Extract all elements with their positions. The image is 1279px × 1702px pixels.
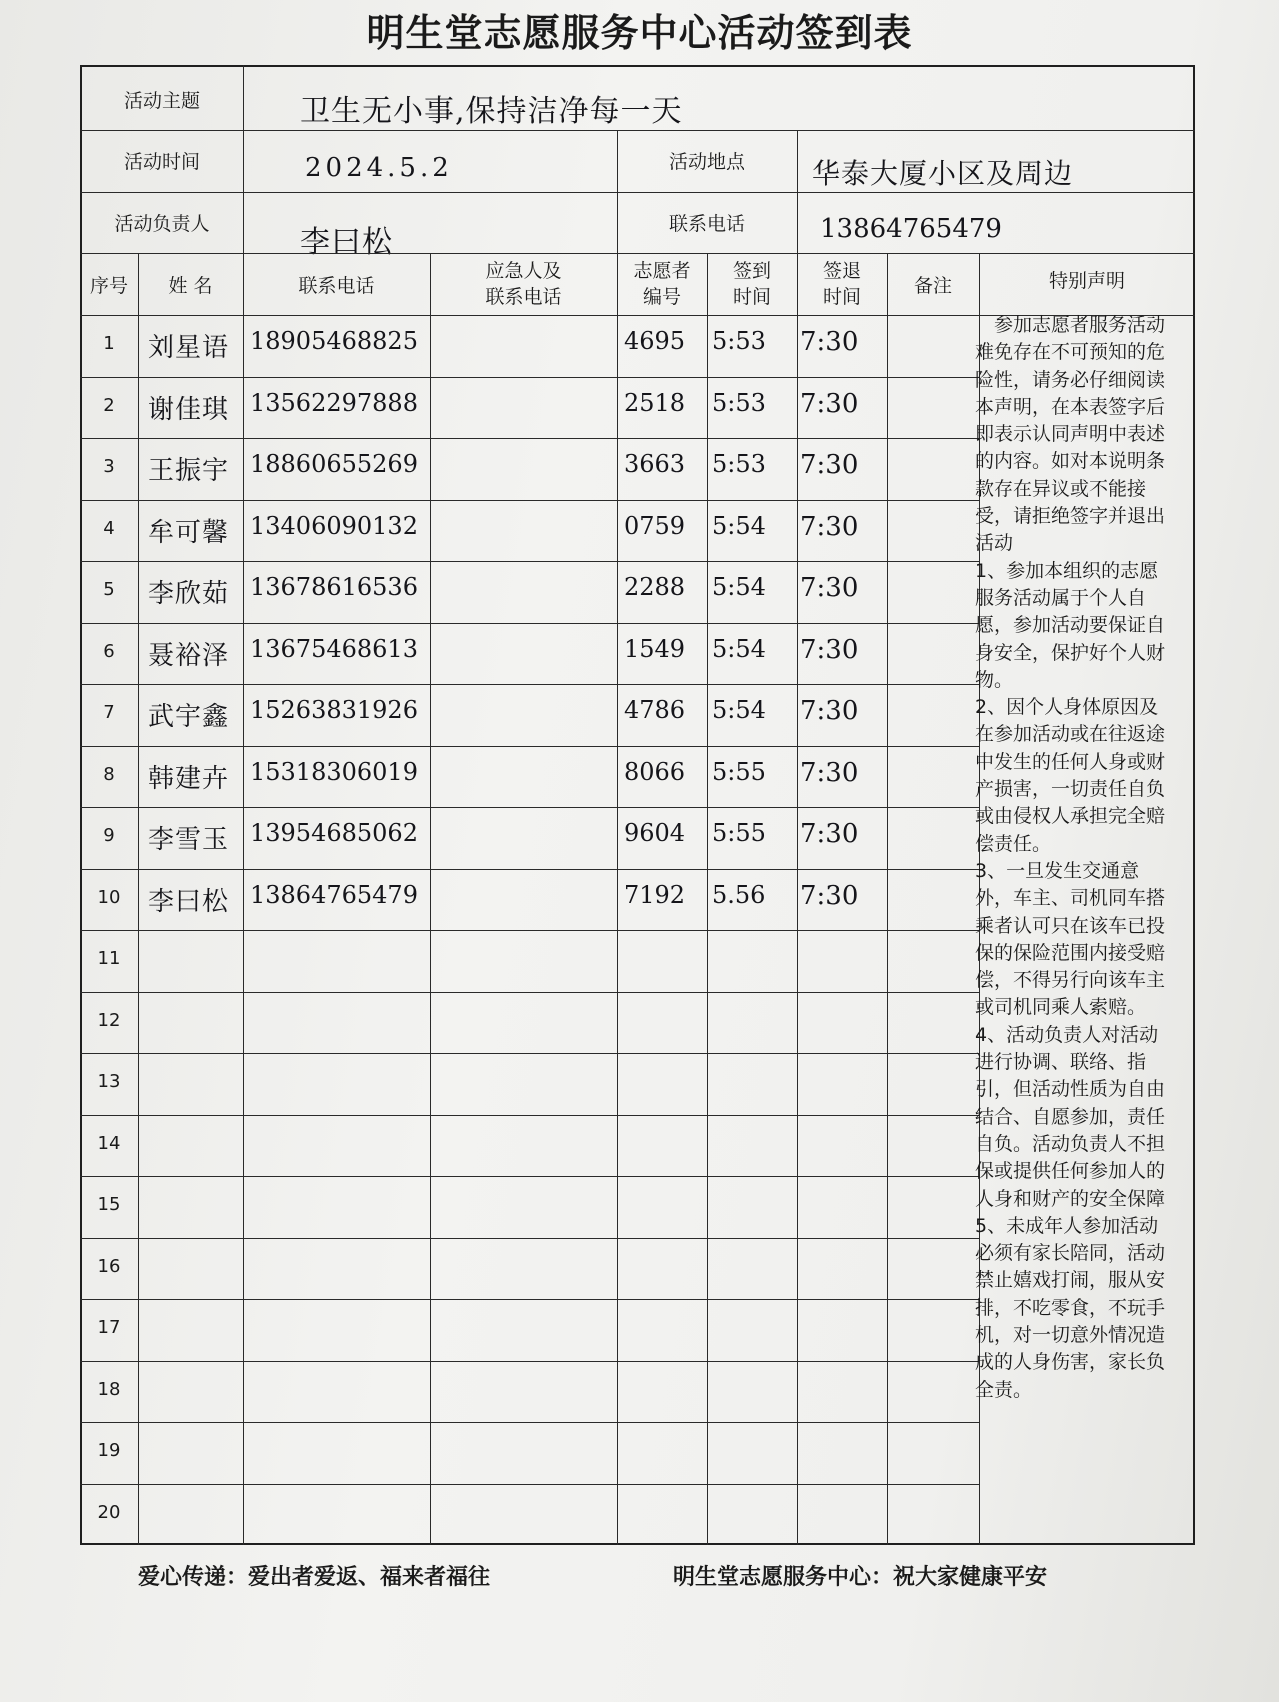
col-header-emergency: 应急人及 联系电话 — [485, 260, 562, 308]
row-number: 9 — [103, 825, 115, 846]
row-number: 8 — [103, 763, 115, 785]
row-number: 3 — [103, 456, 115, 477]
leader-label: 活动负责人 — [114, 213, 210, 235]
leader-value: 李曰松 — [300, 225, 393, 260]
statement-paragraph: 2、因个人身体原因及在参加活动或在往返途中发生的任何人身或财产损害，一切责任自负或由侵权人承担完全赔偿责任。 — [975, 696, 1166, 855]
sign-out-time: 7:30 — [800, 819, 859, 849]
volunteer-id: 8066 — [624, 757, 686, 786]
volunteer-id: 7192 — [624, 880, 686, 909]
grid-line — [80, 1422, 979, 1423]
volunteer-phone: 18860655269 — [250, 450, 418, 478]
grid-line — [430, 253, 431, 1545]
statement-paragraph: 3、一旦发生交通意外，车主、司机同车搭乘者认可只在该车已投保的保险范围内接受赔偿，不得另行向该车主或司机同乘人索赔。 — [975, 859, 1166, 1019]
grid-line — [617, 130, 618, 1545]
grid-line — [887, 253, 888, 1545]
volunteer-id: 2518 — [624, 388, 686, 417]
volunteer-phone: 13675468613 — [250, 634, 418, 663]
grid-line — [80, 807, 979, 808]
row-number: 10 — [97, 886, 121, 908]
page-title: 明生堂志愿服务中心活动签到表 — [366, 11, 913, 55]
sign-out-time: 7:30 — [800, 511, 859, 542]
volunteer-id: 3663 — [624, 450, 686, 478]
grid-line — [80, 253, 1195, 254]
row-number: 11 — [97, 948, 121, 969]
special-statement — [975, 312, 1175, 1404]
volunteer-phone: 13562297888 — [250, 388, 418, 417]
topic-label: 活动主题 — [123, 90, 200, 112]
col-header-sign-in: 签到 时间 — [732, 260, 771, 308]
sign-in-time: 5:54 — [712, 573, 766, 601]
sign-out-time: 7:30 — [800, 757, 859, 788]
volunteer-id: 0759 — [624, 511, 686, 540]
sign-in-time: 5:54 — [712, 696, 766, 724]
sign-out-time: 7:30 — [800, 634, 859, 665]
volunteer-name: 王振宇 — [148, 456, 230, 486]
place-value: 华泰大厦小区及周边 — [812, 157, 1074, 190]
grid-line — [80, 500, 979, 501]
grid-line — [80, 1053, 979, 1054]
volunteer-name: 李曰松 — [148, 886, 230, 917]
col-header-name: 姓 名 — [168, 275, 213, 297]
grid-line — [80, 1484, 979, 1485]
volunteer-phone: 13678616536 — [250, 573, 418, 601]
row-number: 19 — [97, 1440, 121, 1461]
grid-line — [80, 1361, 979, 1362]
col-header-sign-out: 签退 时间 — [822, 260, 861, 308]
row-number: 7 — [103, 702, 115, 723]
grid-line — [80, 192, 1195, 193]
sign-out-time: 7:30 — [800, 573, 859, 603]
volunteer-name: 李欣茹 — [148, 579, 230, 609]
row-number: 1 — [103, 333, 115, 354]
grid-line — [80, 377, 979, 378]
row-number: 4 — [103, 517, 115, 539]
volunteer-phone: 15263831926 — [250, 696, 418, 724]
grid-line — [797, 130, 798, 1545]
volunteer-name: 谢佳琪 — [148, 394, 230, 425]
volunteer-id: 4695 — [624, 327, 686, 355]
row-number: 20 — [97, 1501, 121, 1523]
volunteer-phone: 15318306019 — [250, 757, 418, 786]
sign-in-time: 5:54 — [712, 511, 766, 540]
sign-in-time: 5:55 — [712, 819, 766, 847]
row-number: 13 — [97, 1071, 121, 1092]
row-number: 15 — [97, 1194, 121, 1215]
statement-paragraph: 1、参加本组织的志愿服务活动属于个人自愿，参加活动要保证自身安全，保护好个人财物。 — [975, 559, 1166, 691]
contact-value: 13864765479 — [820, 214, 1002, 244]
sign-out-time: 7:30 — [800, 696, 859, 726]
row-number: 16 — [97, 1255, 121, 1277]
volunteer-name: 刘星语 — [148, 333, 230, 363]
row-number: 14 — [97, 1132, 121, 1154]
grid-line — [80, 1115, 979, 1116]
volunteer-id: 4786 — [624, 696, 686, 724]
grid-line — [80, 869, 979, 870]
grid-line — [80, 438, 979, 439]
volunteer-name: 牟可馨 — [148, 517, 230, 548]
grid-line — [80, 746, 979, 747]
statement-paragraph: 5、未成年人参加活动必须有家长陪同，活动禁止嬉戏打闹，服从安排，不吃零食，不玩手机，对一切意外情况造成的人身伤害，家长负全责。 — [975, 1214, 1166, 1401]
sign-in-time: 5:53 — [712, 327, 766, 355]
time-label: 活动时间 — [123, 151, 200, 173]
grid-line — [80, 1176, 979, 1177]
sign-out-time: 7:30 — [800, 327, 859, 357]
row-number: 18 — [97, 1378, 121, 1400]
footer-left: 爱心传递：爱出者爱返、福来者福往 — [138, 1565, 491, 1590]
col-header-volunteer-id: 志愿者 编号 — [633, 260, 691, 308]
sign-in-time: 5:53 — [712, 450, 766, 478]
volunteer-id: 1549 — [624, 634, 686, 663]
volunteer-name: 武宇鑫 — [148, 702, 230, 732]
sign-in-time: 5.56 — [712, 880, 766, 909]
grid-line — [80, 1299, 979, 1300]
volunteer-name: 李雪玉 — [148, 825, 230, 855]
grid-line — [80, 623, 979, 624]
col-header-phone: 联系电话 — [298, 275, 375, 297]
grid-line — [243, 65, 244, 1545]
volunteer-phone: 13954685062 — [250, 819, 418, 847]
volunteer-id: 2288 — [624, 573, 686, 601]
sign-in-time: 5:53 — [712, 388, 766, 417]
volunteer-name: 韩建卉 — [148, 763, 230, 794]
grid-line — [80, 1238, 979, 1239]
volunteer-id: 9604 — [624, 819, 686, 847]
col-header-remark: 备注 — [913, 275, 952, 297]
sign-in-time: 5:54 — [712, 634, 766, 663]
volunteer-phone: 13406090132 — [250, 511, 418, 540]
volunteer-name: 聂裕泽 — [148, 640, 230, 671]
statement-paragraph: 4、活动负责人对活动进行协调、联络、指引，但活动性质为自由结合、自愿参加，责任自负。活动负责人不担保或提供任何参加人的人身和财产的安全保障 — [975, 1023, 1166, 1210]
col-header-statement: 特别声明 — [1048, 270, 1125, 292]
grid-line — [80, 561, 979, 562]
grid-line — [138, 253, 139, 1545]
row-number: 17 — [97, 1317, 121, 1338]
statement-paragraph: 参加志愿者服务活动难免存在不可预知的危险性，请务必仔细阅读本声明，在本表签字后即表示认同声明中表述的内容。如对本说明条款存在异议或不能接受，请拒绝签字并退出活动 — [975, 314, 1166, 555]
col-header-seq: 序号 — [89, 275, 128, 297]
row-number: 12 — [97, 1009, 121, 1031]
grid-line — [80, 684, 979, 685]
topic-value: 卫生无小事,保持洁净每一天 — [300, 94, 683, 129]
footer-right: 明生堂志愿服务中心：祝大家健康平安 — [673, 1565, 1048, 1590]
sign-out-time: 7:30 — [800, 880, 859, 911]
grid-line — [80, 130, 1195, 131]
place-label: 活动地点 — [668, 151, 745, 173]
row-number: 5 — [103, 579, 115, 600]
row-number: 6 — [103, 640, 115, 662]
row-number: 2 — [103, 394, 115, 416]
sign-out-time: 7:30 — [800, 450, 859, 480]
grid-line — [80, 992, 979, 993]
volunteer-phone: 18905468825 — [250, 327, 418, 355]
grid-line — [707, 253, 708, 1545]
volunteer-phone: 13864765479 — [250, 880, 418, 909]
grid-line — [80, 930, 979, 931]
time-value: 2024.5.2 — [305, 153, 453, 183]
sign-out-time: 7:30 — [800, 388, 859, 419]
contact-label: 联系电话 — [668, 213, 745, 235]
sign-in-time: 5:55 — [712, 757, 766, 786]
